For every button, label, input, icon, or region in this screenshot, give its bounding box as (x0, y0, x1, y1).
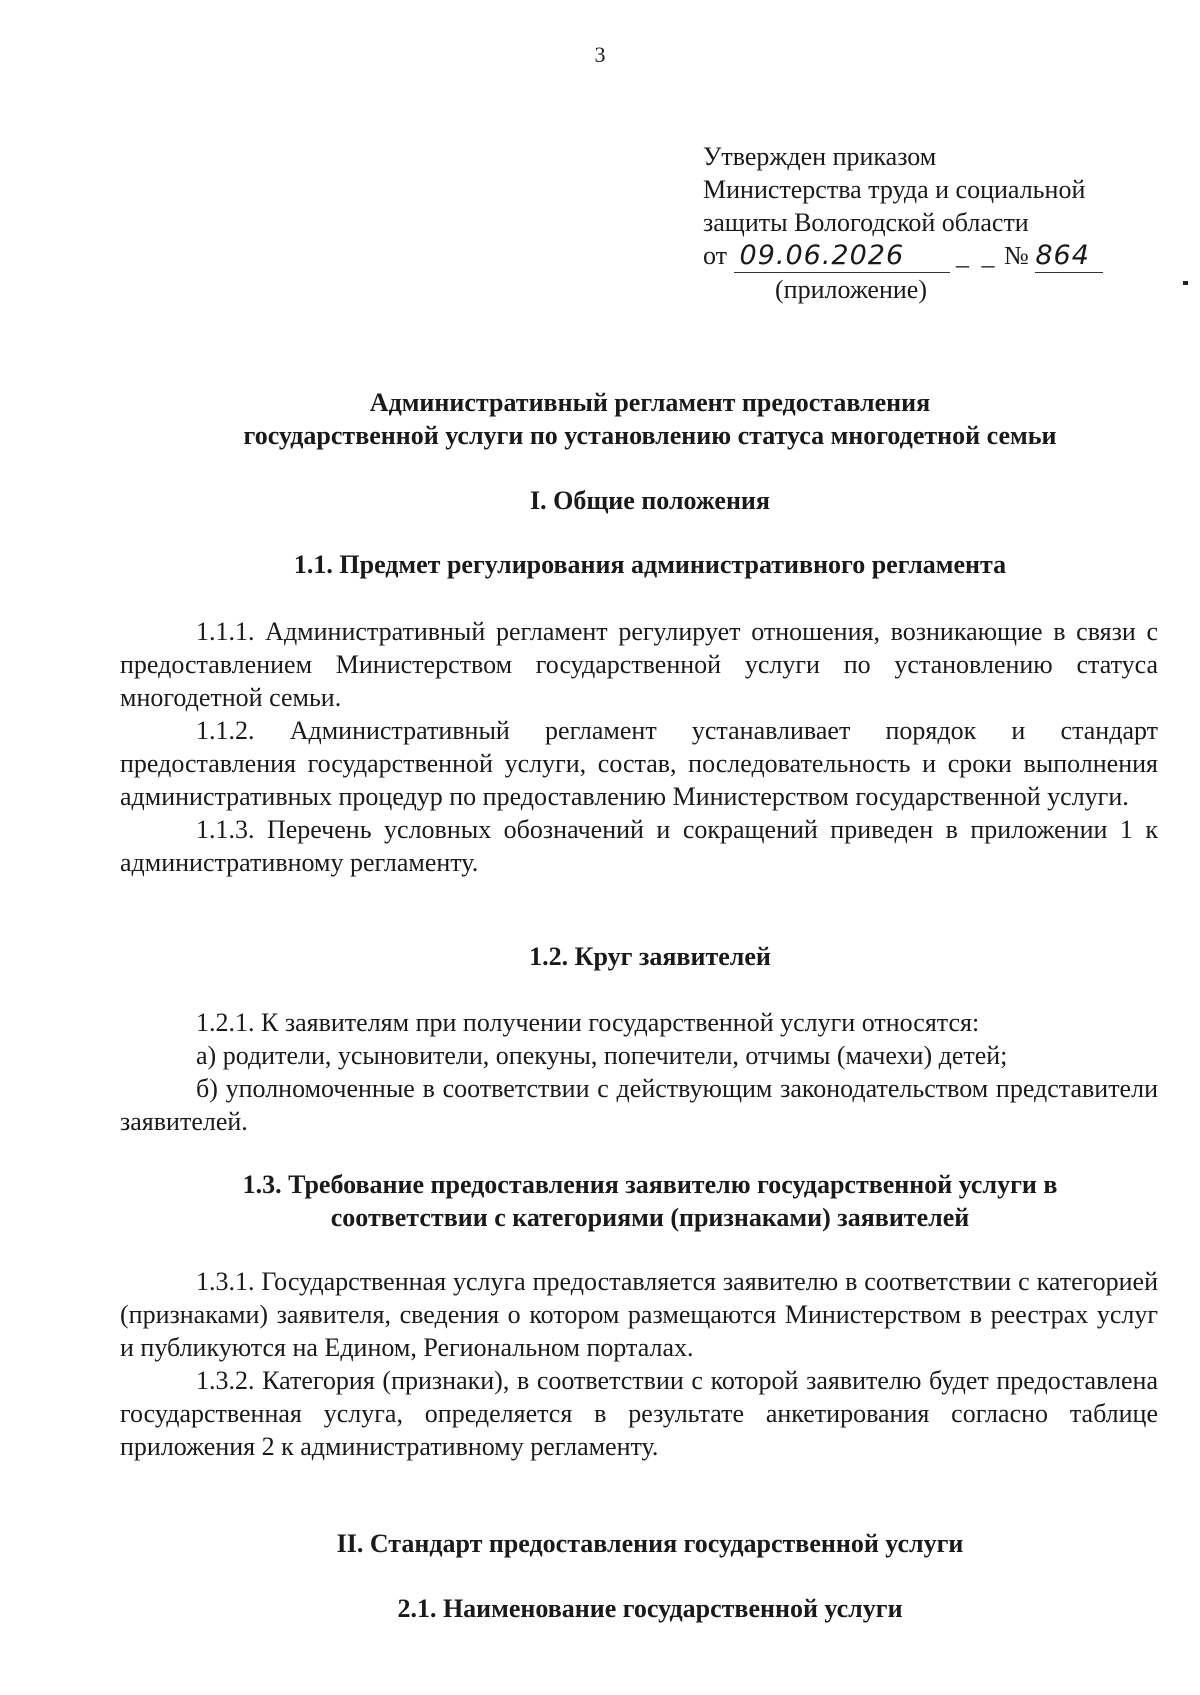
subsection-1-3-heading-line-2: соответствии с категориями (признаками) заявителей (330, 1203, 970, 1232)
subsection-1-3-heading-line-1: 1.3. Требование предоставления заявителю государственной услуги в (242, 1170, 1058, 1199)
title-line-2: государственной услуги по установлению статуса многодетной семьи (243, 421, 1057, 450)
page-number: 3 (594, 42, 606, 67)
paragraph-1-2-b: б) уполномоченные в соответствии с действующим законодательством представители заявителей. (120, 1074, 1158, 1136)
underline-dash: _ _ (956, 241, 998, 270)
title-line-1: Административный регламент предоставления (369, 388, 931, 417)
number-sign: № (1004, 241, 1029, 270)
approval-line-3: защиты Вологодской области (703, 208, 1029, 237)
paragraph-1-1-1: 1.1.1. Административный регламент регулирует отношения, возникающие в связи с предоставлением Министерством государственной услуги по установлению статуса многодетной семьи. (120, 617, 1158, 712)
annex-note: (приложение) (775, 275, 928, 304)
scan-mark (1183, 281, 1188, 285)
approval-line-2: Министерства труда и социальной (703, 175, 1086, 204)
approval-stamp-block (703, 140, 1163, 306)
paragraph-1-2-a: а) родители, усыновители, опекуны, попечители, отчимы (мачехи) детей; (196, 1041, 1008, 1070)
section-1-heading: I. Общие положения (530, 486, 770, 515)
paragraph-1-1-3: 1.1.3. Перечень условных обозначений и сокращений приведен в приложении 1 к административному регламенту. (120, 815, 1158, 877)
subsection-1-1-heading: 1.1. Предмет регулирования административного регламента (293, 550, 1007, 579)
subsection-2-1-heading: 2.1. Наименование государственной услуги (397, 1594, 903, 1623)
paragraph-1-1-2: 1.1.2. Административный регламент устанавливает порядок и стандарт предоставления государственной услуги, состав, последовательность и сроки выполнения административных процедур по предоставлению Министерством государственной услуги. (120, 716, 1158, 811)
section-2-heading: II. Стандарт предоставления государственной услуги (336, 1529, 964, 1558)
from-label: от (703, 241, 728, 270)
paragraph-1-2-1: 1.2.1. К заявителям при получении государственной услуги относятся: (196, 1008, 980, 1037)
subsection-1-1-body (120, 615, 1158, 879)
subsection-1-2-body (120, 1006, 1158, 1138)
handwritten-number: 864 (1035, 239, 1103, 273)
approval-date-line (703, 239, 1163, 273)
subsection-1-3-heading (120, 1168, 1180, 1234)
subsection-1-2-heading: 1.2. Круг заявителей (529, 942, 771, 971)
document-title (120, 386, 1180, 452)
paragraph-1-3-1: 1.3.1. Государственная услуга предоставляется заявителю в соответствии с категорией (признаками) заявителя, сведения о котором размещаются Министерством в реестрах услуг и публикуются на Едином, Региональном порталах. (120, 1267, 1158, 1362)
paragraph-1-3-2: 1.3.2. Категория (признаки), в соответствии с которой заявителю будет предоставлена государственная услуга, определяется в результате анкетирования согласно таблице приложения 2 к административному регламенту. (120, 1366, 1158, 1461)
subsection-1-3-body (120, 1265, 1158, 1463)
handwritten-date: 09.06.2026 (734, 239, 950, 273)
approval-line-1: Утвержден приказом (703, 142, 937, 171)
